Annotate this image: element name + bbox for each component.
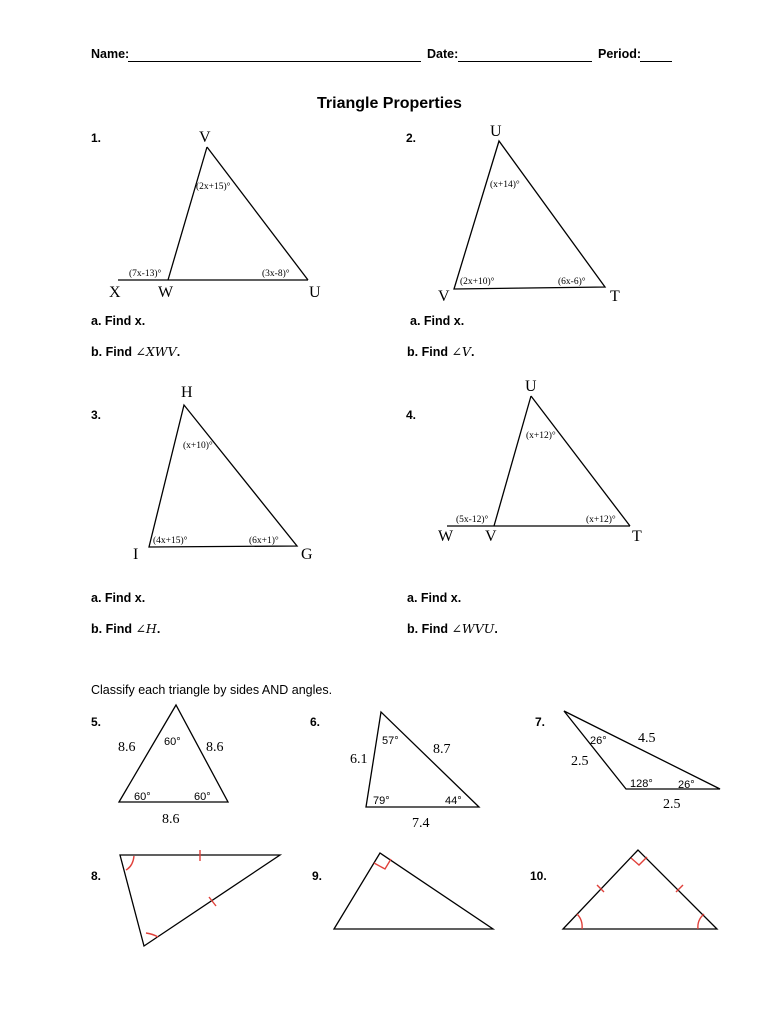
problem-number-4: 4.: [406, 408, 417, 422]
angle-label: 60°: [194, 791, 211, 803]
angle-arc-mark: [126, 856, 134, 870]
vertex-label: U: [525, 378, 537, 395]
side-length-label: 2.5: [663, 797, 681, 812]
angle-label: (3x-8)°: [262, 269, 290, 279]
part-b-prefix: b. Find: [407, 345, 452, 359]
angle-label: (7x-13)°: [129, 269, 162, 279]
name-label: Name:: [91, 47, 130, 61]
side-length-label: 8.6: [118, 740, 136, 755]
triangle-8: [120, 855, 280, 946]
triangle-marks: [126, 850, 704, 937]
vertex-label: T: [610, 288, 620, 305]
vertex-label: H: [181, 384, 193, 401]
classify-number-10: 10.: [530, 869, 547, 883]
right-angle-mark: [631, 857, 647, 865]
vertex-label: X: [109, 284, 121, 301]
angle-label: (x+10)°: [183, 441, 213, 451]
angle-label: (5x-12)°: [456, 515, 489, 525]
angle-label: 57°: [382, 735, 399, 747]
triangle-10: [563, 850, 717, 929]
triangle-2: [454, 141, 605, 289]
side-length-label: 8.6: [206, 740, 224, 755]
angle-label: 79°: [373, 795, 390, 807]
classify-instruction: Classify each triangle by sides AND angles.: [91, 683, 333, 697]
period-label: Period:: [598, 47, 642, 61]
angle-label: 26°: [590, 735, 607, 747]
classify-number-8: 8.: [91, 869, 102, 883]
angle-label: (6x+1)°: [249, 536, 279, 546]
angle-name: ∠H: [135, 621, 157, 636]
vertex-label: V: [438, 288, 450, 305]
angle-arc-mark: [698, 914, 704, 929]
classify-number-6: 6.: [310, 715, 321, 729]
part-b-prefix: b. Find: [91, 345, 136, 359]
angle-arc-mark: [577, 914, 582, 929]
classify-number-7: 7.: [535, 715, 546, 729]
angle-label: 60°: [134, 791, 151, 803]
angle-name: ∠WVU: [451, 621, 495, 636]
side-length-label: 2.5: [571, 754, 589, 769]
page-title: Triangle Properties: [317, 95, 462, 112]
vertex-label: I: [133, 546, 139, 563]
problem-3-part-a: a. Find x.: [91, 591, 146, 605]
problem-2-part-a: a. Find x.: [410, 314, 465, 328]
part-b-suffix: .: [176, 345, 181, 359]
angle-name: ∠V: [451, 344, 471, 359]
triangle-9: [334, 853, 493, 929]
side-length-label: 8.7: [433, 742, 451, 757]
problem-number-3: 3.: [91, 408, 102, 422]
angle-label: (x+12)°: [526, 431, 556, 441]
vertex-label: W: [158, 284, 174, 301]
vertex-label: G: [301, 546, 313, 563]
part-b-suffix: .: [156, 622, 161, 636]
side-length-label: 4.5: [638, 731, 656, 746]
vertex-label: V: [485, 528, 497, 545]
problem-1-part-a: a. Find x.: [91, 314, 146, 328]
angle-label: 128°: [630, 778, 653, 790]
angle-label: 60°: [164, 736, 181, 748]
vertex-label: U: [309, 284, 321, 301]
part-b-suffix: .: [470, 345, 475, 359]
part-b-suffix: .: [494, 622, 498, 636]
angle-label: 26°: [678, 779, 695, 791]
part-b-prefix: b. Find: [407, 622, 452, 636]
triangle-1: [118, 147, 308, 280]
angle-label: (6x-6)°: [558, 277, 586, 287]
angle-label: (4x+15)°: [153, 536, 188, 546]
angle-arc-mark: [146, 933, 158, 937]
classify-number-9: 9.: [312, 869, 323, 883]
triangle-3: [149, 405, 297, 547]
angle-label: (2x+10)°: [460, 277, 495, 287]
angle-label: (x+12)°: [586, 515, 616, 525]
problem-number-2: 2.: [406, 131, 417, 145]
vertex-label: U: [490, 123, 502, 140]
classify-number-5: 5.: [91, 715, 102, 729]
part-b-prefix: b. Find: [91, 622, 136, 636]
triangle-4: [447, 396, 630, 526]
right-angle-mark: [374, 859, 391, 869]
problem-4-part-a: a. Find x.: [407, 591, 462, 605]
date-label: Date:: [427, 47, 459, 61]
side-length-label: 6.1: [350, 752, 368, 767]
angle-name: ∠XWV: [135, 344, 177, 359]
problem-number-1: 1.: [91, 131, 102, 145]
angle-label: (2x+15)°: [196, 182, 231, 192]
side-length-label: 8.6: [162, 812, 180, 827]
angle-label: 44°: [445, 795, 462, 807]
vertex-label: W: [438, 528, 454, 545]
vertex-label: T: [632, 528, 642, 545]
angle-label: (x+14)°: [490, 180, 520, 190]
side-length-label: 7.4: [412, 816, 430, 831]
triangle-6: [366, 712, 479, 807]
vertex-label: V: [199, 129, 211, 146]
